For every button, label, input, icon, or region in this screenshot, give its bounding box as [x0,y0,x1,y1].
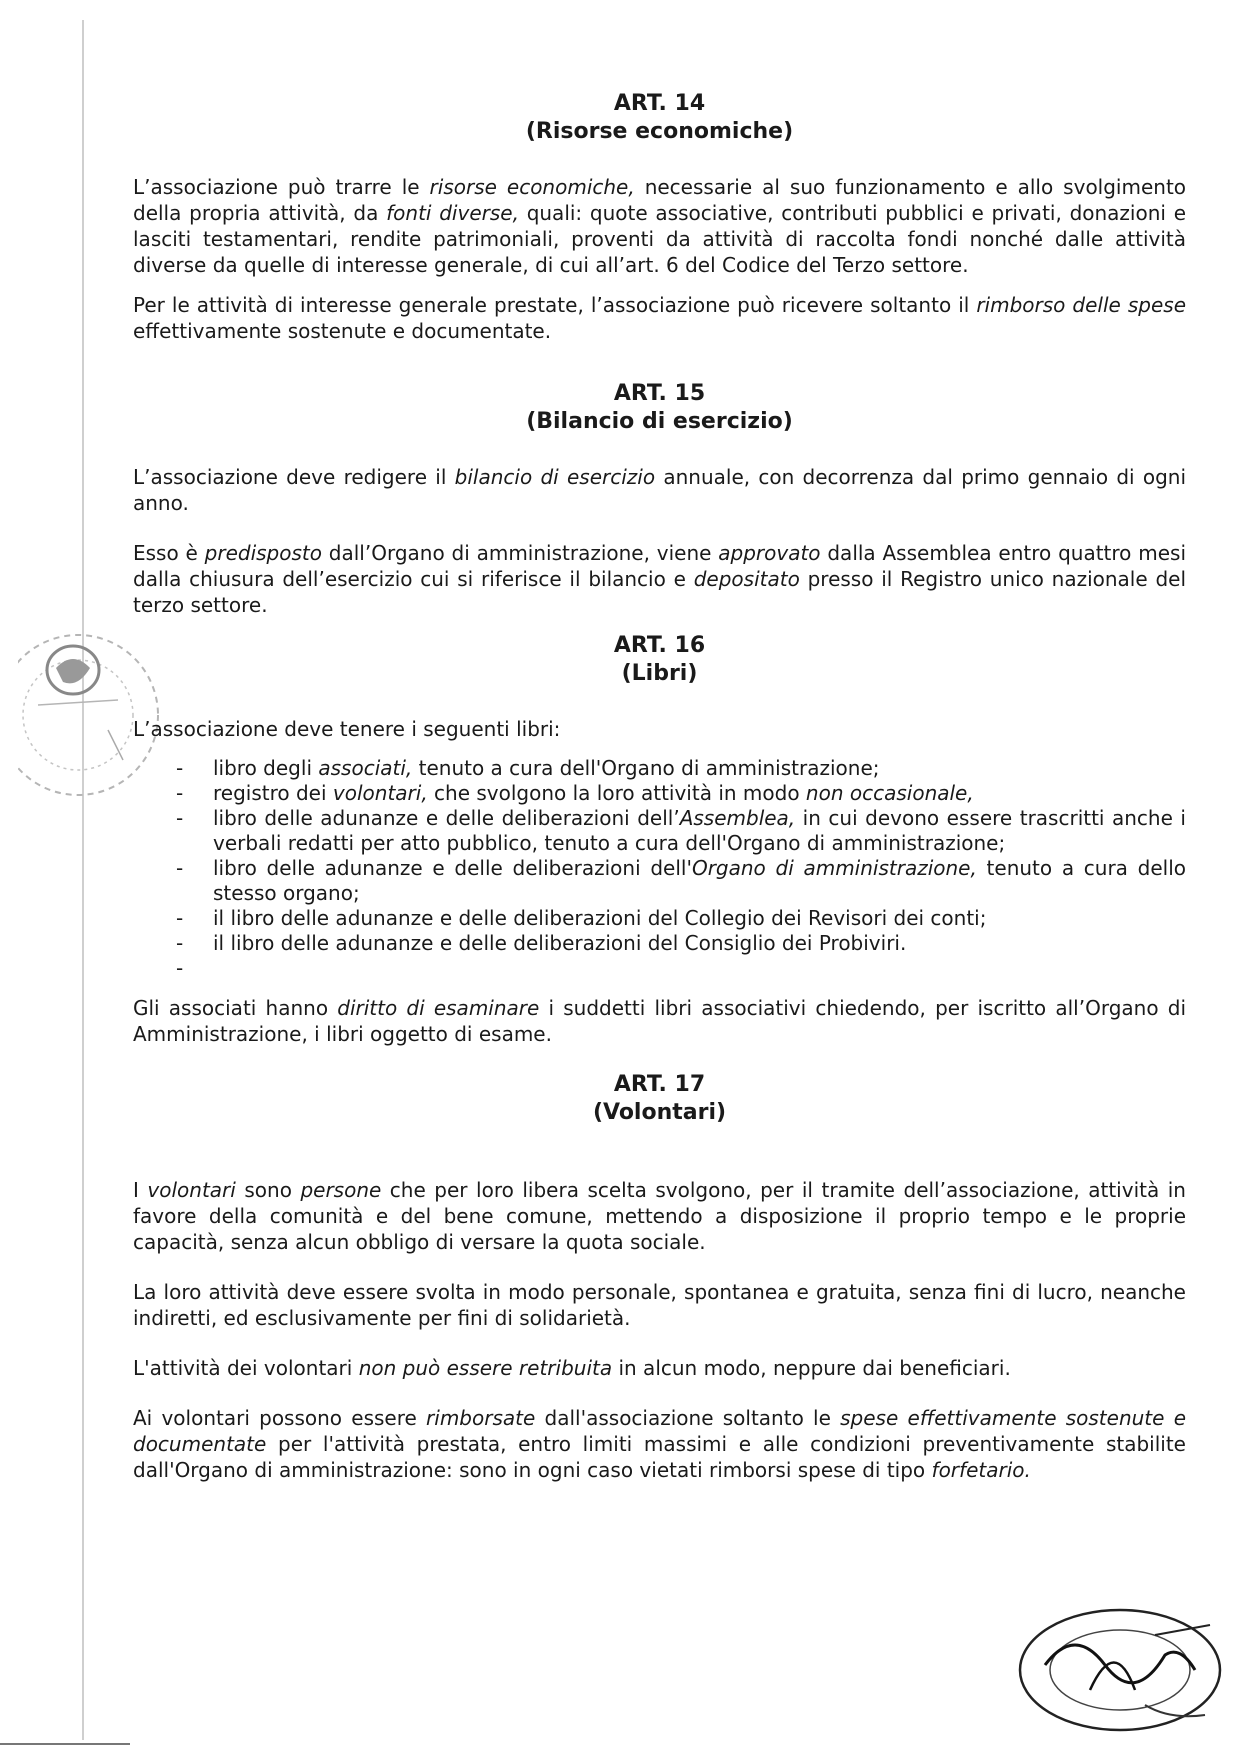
art-15-paragraph-1: L’associazione deve redigere il bilancio di esercizio annuale, con decorrenza dal primo gennaio di ogni anno. [133,465,1187,515]
art-15-heading: ART. 15 [613,381,706,406]
page-edge-line [82,20,84,1740]
art-14-paragraph-2: Per le attività di interesse generale prestate, l’associazione può ricevere soltanto il rimborso delle spese effettivamente sostenute e documentate. [133,293,1186,343]
art-16-paragraph-after: Gli associati hanno diritto di esaminare i suddetti libri associativi chiedendo, per iscritto all’Organo di Amministrazione, i libri oggetto di esame. [133,996,1187,1046]
art-16-heading: ART. 16 [613,633,706,658]
books-list [133,756,1186,981]
art-16-subtitle: (Libri) [621,661,698,686]
art-14-heading: ART. 14 [613,91,706,116]
list-item: - il libro delle adunanze e delle deliberazioni del Consiglio dei Probiviri. [133,931,1186,956]
bottom-edge-line [0,1743,130,1745]
list-item-empty [133,956,1186,981]
list-item: - libro delle adunanze e delle deliberazioni dell’Assemblea, in cui devono essere trascritti anche i verbali redatti per atto pubblico, tenuto a cura dell'Organo di amministrazione; [133,806,1186,856]
art-14-subtitle: (Risorse economiche) [525,119,794,144]
list-item: - libro degli associati, tenuto a cura dell'Organo di amministrazione; [133,756,1186,781]
art-15-subtitle: (Bilancio di esercizio) [526,409,793,434]
document-body [133,90,1186,1497]
art-17-subtitle: (Volontari) [592,1100,727,1125]
art-17-paragraph-1: I volontari sono persone che per loro libera scelta svolgono, per il tramite dell’associazione, attività in favore della comunità e del bene comune, mettendo a disposizione il proprio tempo e le proprie capacità, senza alcun obbligo di versare la quota sociale. [133,1178,1186,1254]
art-17-paragraph-2: La loro attività deve essere svolta in modo personale, spontanea e gratuita, senza fini di lucro, neanche indiretti, ed esclusivamente per fini di solidarietà. [133,1280,1186,1330]
art-17-paragraph-4: Ai volontari possono essere rimborsate dall'associazione soltanto le spese effettivamente sostenute e documentate per l'attività prestata, entro limiti massimi e alle condizioni preventivamente stabilite dall'Organo di amministrazione: sono in ogni caso vietati rimborsi spese di tipo forfetario. [133,1406,1186,1482]
list-item: - il libro delle adunanze e delle deliberazioni del Collegio dei Revisori dei conti; [133,906,1186,931]
list-item: - registro dei volontari, che svolgono la loro attività in modo non occasionale, [133,781,1186,806]
art-15-paragraph-2: Esso è predisposto dall’Organo di amministrazione, viene approvato dalla Assemblea entro quattro mesi dalla chiusura dell’esercizio cui si riferisce il bilancio e depositato presso il Registro unico nazionale del terzo settore. [133,541,1187,617]
art-16-intro: L’associazione deve tenere i seguenti libri: [133,717,561,741]
art-14-paragraph-1: L’associazione può trarre le risorse economiche, necessarie al suo funzionamento e allo svolgimento della propria attività, da fonti diverse, quali: quote associative, contributi pubblici e privati, donazioni e lasciti testamentari, rendite patrimoniali, proventi da attività di raccolta fondi nonché dalle attività diverse da quelle di interesse generale, di cui all’art. 6 del Codice del Terzo settore. [133,175,1187,277]
art-17-paragraph-3: L'attività dei volontari non può essere retribuita in alcun modo, neppure dai beneficiari. [133,1356,1011,1380]
art-17-heading: ART. 17 [613,1072,706,1097]
list-item: - libro delle adunanze e delle deliberazioni dell'Organo di amministrazione, tenuto a cura dello stesso organo; [133,856,1186,906]
signature-stamp [1005,1595,1225,1745]
